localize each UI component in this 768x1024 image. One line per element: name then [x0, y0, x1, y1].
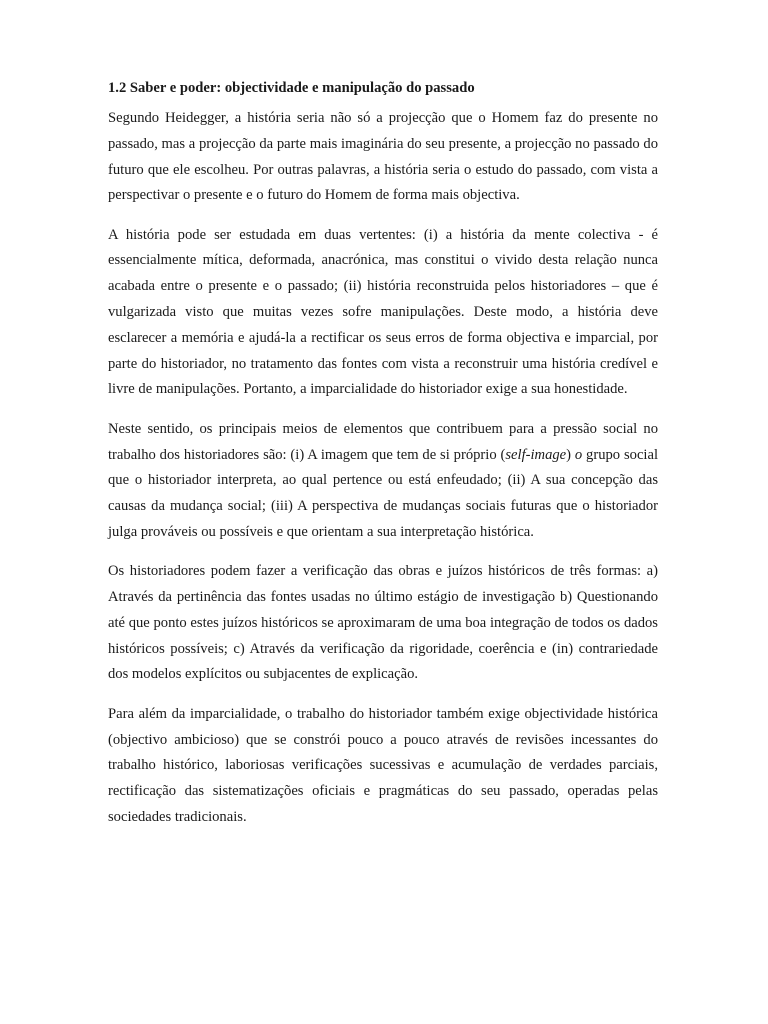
paragraph-2: [108, 223, 658, 404]
paragraph-italic-text: o: [574, 446, 583, 463]
self-image-term: self-image: [505, 446, 567, 463]
paragraph-text: grupo social que o historiador interpreta, ao qual pertence ou está enfeudado; (ii) A sua concepção das causas da mudança social; (iii) A perspectiva de mudanças sociais futuras que o historiador julga prováveis ou possíveis e que orientam a sua interpretação histórica.: [108, 446, 659, 540]
paragraph-1: [108, 106, 658, 209]
paragraph-text: Neste sentido, os principais meios de elementos que contribuem para a pressão social no trabalho dos historiadores são: (i) A imagem que tem de si próprio (: [108, 420, 658, 463]
paragraph-4: [108, 559, 658, 688]
paragraph-text: Os historiadores podem fazer a verificação das obras e juízos históricos de três formas: a) Através da pertinência das fontes usadas no último estágio de investigação b) Questionando até que ponto estes juízos históricos se aproximaram de uma boa integração de todos os dados históricos possíveis; c) Através da verificação da rigoridade, coerência e (in) contrariedade dos modelos explícitos ou subjacentes de explicação.: [108, 563, 658, 683]
document-page: [108, 78, 658, 831]
section-heading: 1.2 Saber e poder: objectividade e manipulação do passado: [108, 80, 475, 96]
paragraph-text: ): [566, 446, 575, 463]
paragraph-text: A história pode ser estudada em duas vertentes: (i) a história da mente colectiva - é essencialmente mítica, deformada, anacrónica, mas constitui o vivido desta relação nunca acabada entre o presente e o passado; (ii) história reconstruida pelos historiadores – que é vulgarizada visto que muitas vezes sofre manipulações. Deste modo, a história deve esclarecer a memória e ajudá-la a rectificar os seus erros de forma objectiva e imparcial, por parte do historiador, no tratamento das fontes com vista a reconstruir uma história credível e livre de manipulações. Portanto, a imparcialidade do historiador exige a sua honestidade.: [108, 226, 658, 398]
paragraph-5: [108, 702, 658, 831]
paragraph-text: Para além da imparcialidade, o trabalho do historiador também exige objectividade histórica (objectivo ambicioso) que se constrói pouco a pouco através de revisões incessantes do trabalho histórico, laboriosas verificações sucessivas e acumulação de verdades parciais, rectificação das sistematizações oficiais e pragmáticas do seu passado, operadas pelas sociedades tradicionais.: [108, 705, 658, 825]
paragraph-3: [108, 417, 658, 546]
paragraph-text: Segundo Heidegger, a história seria não só a projecção que o Homem faz do presente no passado, mas a projecção da parte mais imaginária do seu presente, a projecção no passado do futuro que ele escolheu. Por outras palavras, a história seria o estudo do passado, com vista a perspectivar o presente e o futuro do Homem de forma mais objectiva.: [108, 110, 658, 204]
